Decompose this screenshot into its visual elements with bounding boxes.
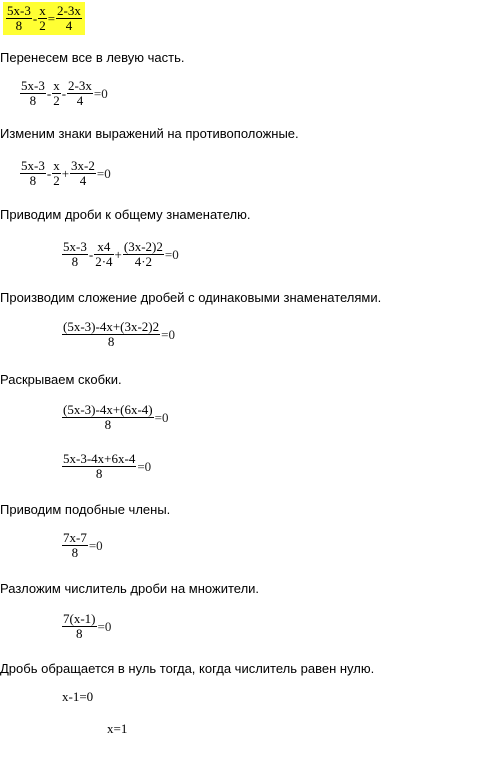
numerator: x	[53, 158, 60, 173]
numerator: 5x-3	[7, 3, 31, 18]
equals-zero: =0	[137, 459, 152, 474]
denominator: 4·2	[134, 254, 153, 269]
step-equation	[62, 240, 180, 269]
fraction	[38, 4, 47, 33]
operator: -	[46, 86, 52, 101]
numerator: 5x-3	[63, 239, 87, 254]
numerator: 7(x-1)	[63, 611, 96, 626]
step-description: Изменим знаки выражений на противоположные.	[0, 126, 299, 141]
equals-zero: =0	[96, 166, 111, 181]
denominator: 2	[39, 18, 46, 33]
denominator: 2·4	[95, 254, 113, 269]
step-equation	[20, 79, 109, 108]
denominator: 8	[71, 545, 79, 560]
denominator: 8	[15, 18, 23, 33]
numerator: 5x-3	[21, 158, 45, 173]
fraction	[62, 320, 160, 349]
numerator: (5x-3)-4x+(6x-4)	[63, 402, 153, 417]
operator: -	[61, 86, 67, 101]
fraction	[52, 79, 61, 108]
fraction	[94, 240, 113, 269]
fraction	[67, 79, 93, 108]
numerator: (3x-2)2	[123, 239, 163, 254]
operator: -	[32, 11, 38, 26]
denominator: 8	[107, 334, 115, 349]
step-equation	[62, 612, 112, 641]
final-answer: x=1	[107, 721, 128, 736]
numerator: 5x-3	[21, 78, 45, 93]
step-description: Разложим числитель дроби на множители.	[0, 581, 260, 596]
denominator: 8	[104, 417, 112, 432]
numerator: x	[39, 3, 46, 18]
equation-line: x-1=0	[62, 689, 94, 704]
step-description: Перенесем все в левую часть.	[0, 50, 185, 65]
fraction	[20, 159, 46, 188]
fraction	[52, 159, 61, 188]
fraction	[62, 240, 88, 269]
operator: -	[46, 166, 52, 181]
fraction	[56, 4, 82, 33]
operator: =	[47, 11, 56, 26]
denominator: 4	[79, 173, 87, 188]
denominator: 4	[76, 93, 84, 108]
denominator: 8	[95, 466, 103, 481]
denominator: 8	[29, 173, 37, 188]
operator: +	[114, 247, 122, 262]
numerator: 3x-2	[71, 158, 95, 173]
denominator: 2	[53, 93, 60, 108]
equals-zero: =0	[97, 619, 112, 634]
operator: -	[88, 247, 94, 262]
step-description: Дробь обращается в нуль тогда, когда числитель равен нулю.	[0, 661, 375, 676]
step-equation	[62, 452, 152, 481]
denominator: 8	[71, 254, 79, 269]
equals-zero: =0	[88, 538, 103, 553]
original-equation	[3, 2, 85, 35]
equals-zero: =0	[161, 327, 175, 342]
fraction	[62, 531, 88, 560]
step-description: Производим сложение дробей с одинаковыми знаменателями.	[0, 290, 382, 305]
step-equation	[62, 403, 169, 432]
step-equation	[62, 531, 104, 560]
equals-zero: =0	[164, 247, 179, 262]
fraction	[62, 452, 136, 481]
step-equation	[62, 320, 176, 349]
denominator: 2	[53, 173, 60, 188]
step-description: Раскрываем скобки.	[0, 372, 122, 387]
step-description: Приводим дроби к общему знаменателю.	[0, 207, 251, 222]
numerator: 2-3x	[68, 78, 92, 93]
fraction	[62, 403, 154, 432]
fraction	[6, 4, 32, 33]
equals-zero: =0	[154, 410, 169, 425]
original-equation-expression	[3, 2, 85, 35]
numerator: x4	[97, 239, 111, 254]
denominator: 4	[65, 18, 73, 33]
numerator: 7x-7	[63, 530, 87, 545]
numerator: 2-3x	[57, 3, 81, 18]
fraction	[123, 240, 164, 269]
operator: +	[61, 166, 70, 181]
numerator: x	[53, 78, 60, 93]
denominator: 8	[29, 93, 37, 108]
numerator: (5x-3)-4x+(3x-2)2	[63, 319, 160, 334]
numerator: 5x-3-4x+6x-4	[63, 451, 136, 466]
step-description: Приводим подобные члены.	[0, 502, 171, 517]
fraction	[70, 159, 96, 188]
step-equation	[20, 159, 112, 188]
fraction	[20, 79, 46, 108]
denominator: 8	[76, 626, 83, 641]
fraction	[62, 612, 97, 641]
equals-zero: =0	[93, 86, 108, 101]
